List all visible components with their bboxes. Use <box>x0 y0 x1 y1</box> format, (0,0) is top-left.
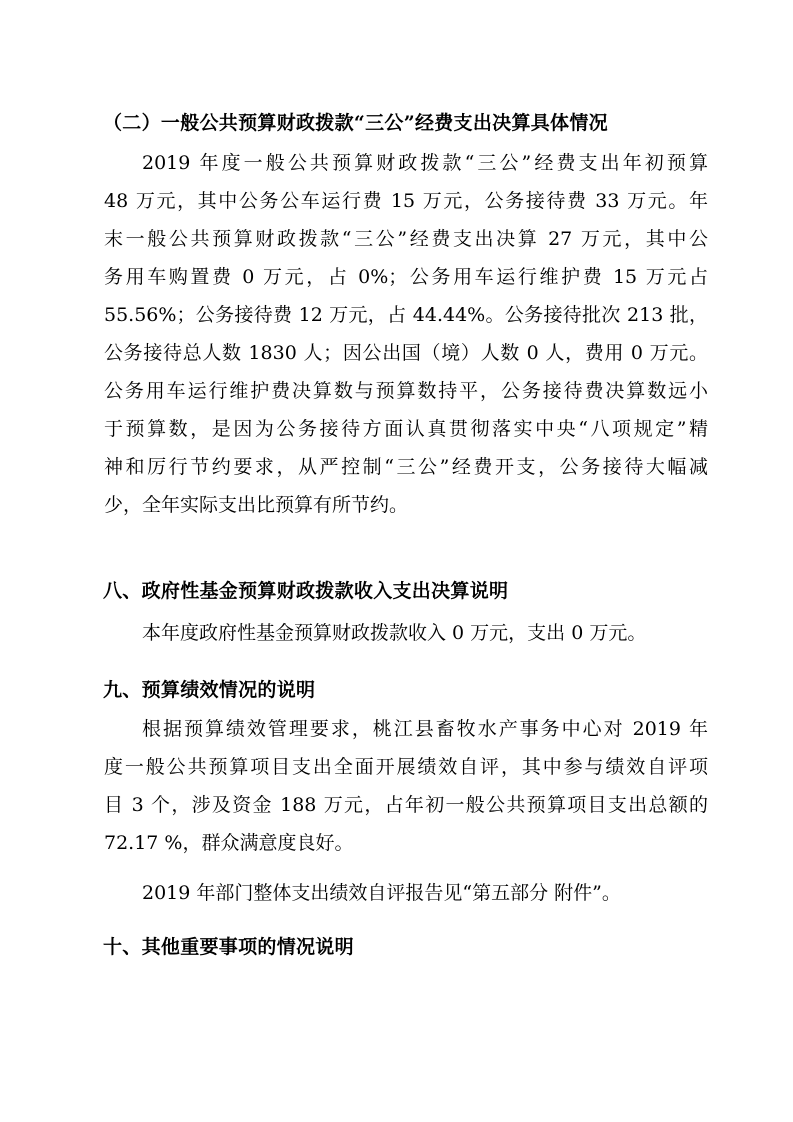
performance-paragraph <box>104 710 708 862</box>
paragraph-line: 72.17 %，群众满意度良好。 <box>104 832 354 854</box>
three-public-heading: （二）一般公共预算财政拨款“三公”经费支出决算具体情况 <box>103 112 608 134</box>
paragraph-line: 48 万元，其中公务公车运行费 15 万元，公务接待费 33 万元。年 <box>104 190 708 212</box>
paragraph-line: 根据预算绩效管理要求，桃江县畜牧水产事务中心对 2019 年 <box>142 718 708 740</box>
paragraph-line: 公务接待总人数 1830 人；因公出国（境）人数 0 人，费用 0 万元。 <box>104 342 708 364</box>
report-paragraph <box>104 874 708 912</box>
paragraph-line: 2019 年度一般公共预算财政拨款“三公”经费支出年初预算 <box>142 152 708 174</box>
paragraph-line: 务用车购置费 0 万元，占 0%；公务用车运行维护费 15 万元占 <box>104 266 708 288</box>
other-heading: 十、其他重要事项的情况说明 <box>103 936 354 958</box>
fund-heading: 八、政府性基金预算财政拨款收入支出决算说明 <box>103 580 509 602</box>
performance-heading: 九、预算绩效情况的说明 <box>103 679 316 701</box>
paragraph-line: 神和厉行节约要求，从严控制“三公”经费开支，公务接待大幅减 <box>104 456 708 478</box>
paragraph-line: 2019 年部门整体支出绩效自评报告见“第五部分 附件”。 <box>142 882 621 904</box>
paragraph-line: 度一般公共预算项目支出全面开展绩效自评，其中参与绩效自评项 <box>104 756 708 778</box>
paragraph-line: 公务用车运行维护费决算数与预算数持平，公务接待费决算数远小 <box>104 380 708 402</box>
paragraph-line: 于预算数，是因为公务接待方面认真贯彻落实中央“八项规定”精 <box>104 418 708 440</box>
paragraph-line: 55.56%；公务接待费 12 万元，占 44.44%。公务接待批次 213 批， <box>104 304 708 326</box>
fund-paragraph <box>104 614 708 652</box>
three-public-paragraph <box>104 144 708 524</box>
paragraph-line: 目 3 个，涉及资金 188 万元，占年初一般公共预算项目支出总额的 <box>104 794 708 816</box>
paragraph-line: 少，全年实际支出比预算有所节约。 <box>104 494 409 516</box>
paragraph-line: 末一般公共预算财政拨款“三公”经费支出决算 27 万元，其中公 <box>104 228 708 250</box>
paragraph-line: 本年度政府性基金预算财政拨款收入 0 万元，支出 0 万元。 <box>142 622 647 644</box>
